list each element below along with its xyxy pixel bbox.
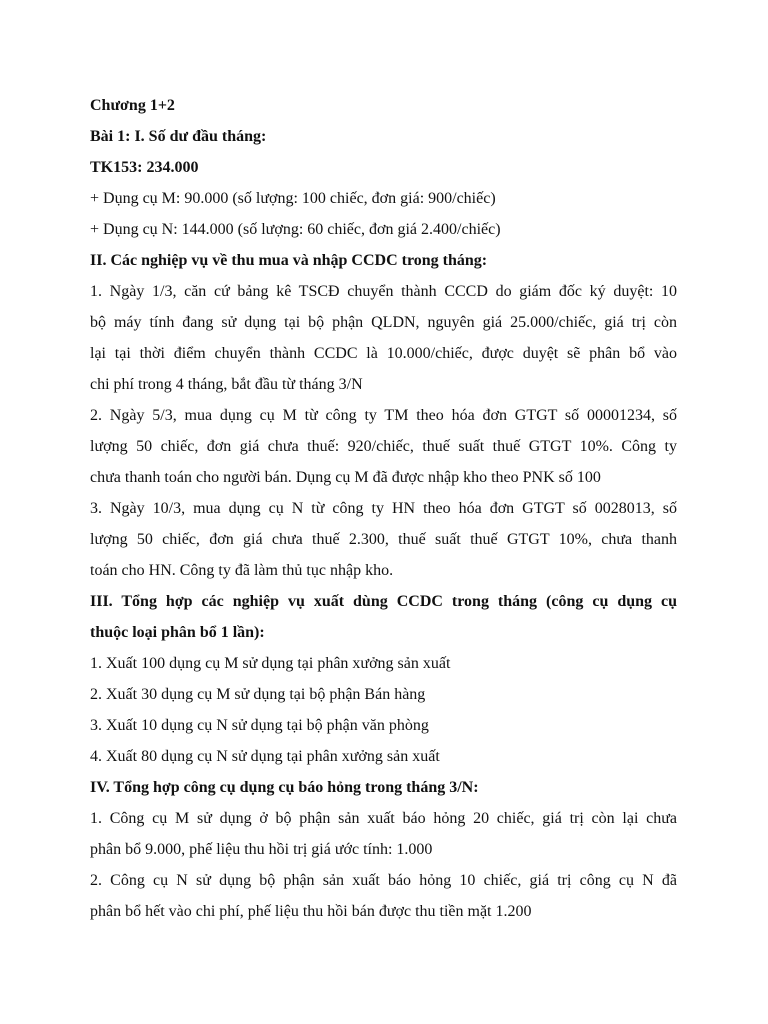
heading-line: Bài 1: I. Số dư đầu tháng: [90,128,267,145]
text-line: lượng 50 chiếc, đơn giá chưa thuế: 920/chiếc, thuế suất thuế GTGT 10%. Công ty [90,438,677,455]
text-line: 2. Công cụ N sử dụng bộ phận sản xuất báo hỏng 10 chiếc, giá trị công cụ N đã [90,872,677,889]
text-line: + Dụng cụ M: 90.000 (số lượng: 100 chiếc, đơn giá: 900/chiếc) [90,190,496,207]
heading-line: II. Các nghiệp vụ về thu mua và nhập CCDC trong tháng: [90,252,488,269]
text-line: 2. Xuất 30 dụng cụ M sử dụng tại bộ phận Bán hàng [90,686,426,703]
text-line: 1. Xuất 100 dụng cụ M sử dụng tại phân xưởng sản xuất [90,655,451,672]
text-line: phân bổ hết vào chi phí, phế liệu thu hồi bán được thu tiền mặt 1.200 [90,903,532,920]
text-line: + Dụng cụ N: 144.000 (số lượng: 60 chiếc, đơn giá 2.400/chiếc) [90,221,501,238]
document-page [90,90,677,927]
text-line: 2. Ngày 5/3, mua dụng cụ M từ công ty TM theo hóa đơn GTGT số 00001234, số [90,407,677,424]
text-line: 3. Xuất 10 dụng cụ N sử dụng tại bộ phận văn phòng [90,717,429,734]
text-line: bộ máy tính đang sử dụng tại bộ phận QLDN, nguyên giá 25.000/chiếc, giá trị còn [90,314,677,331]
text-line: lại tại thời điểm chuyển thành CCDC là 10.000/chiếc, được duyệt sẽ phân bổ vào [90,345,677,362]
text-line: 1. Công cụ M sử dụng ở bộ phận sản xuất báo hỏng 20 chiếc, giá trị còn lại chưa [90,810,677,827]
heading-line: Chương 1+2 [90,97,175,114]
heading-line: TK153: 234.000 [90,159,199,176]
text-line: lượng 50 chiếc, đơn giá chưa thuế 2.300, thuế suất thuế GTGT 10%, chưa thanh [90,531,677,548]
text-line: chưa thanh toán cho người bán. Dụng cụ M đã được nhập kho theo PNK số 100 [90,469,601,486]
text-line: chi phí trong 4 tháng, bắt đầu từ tháng 3/N [90,376,363,393]
heading-line: thuộc loại phân bổ 1 lần): [90,624,265,641]
text-line: phân bổ 9.000, phế liệu thu hồi trị giá ước tính: 1.000 [90,841,433,858]
text-line: toán cho HN. Công ty đã làm thủ tục nhập kho. [90,562,394,579]
text-line: 4. Xuất 80 dụng cụ N sử dụng tại phân xưởng sản xuất [90,748,440,765]
heading-line: IV. Tổng hợp công cụ dụng cụ báo hỏng trong tháng 3/N: [90,779,479,796]
heading-line: III. Tổng hợp các nghiệp vụ xuất dùng CCDC trong tháng (công cụ dụng cụ [90,593,677,610]
text-line: 1. Ngày 1/3, căn cứ bảng kê TSCĐ chuyển thành CCCD do giám đốc ký duyệt: 10 [90,283,677,300]
text-line: 3. Ngày 10/3, mua dụng cụ N từ công ty HN theo hóa đơn GTGT số 0028013, số [90,500,677,517]
